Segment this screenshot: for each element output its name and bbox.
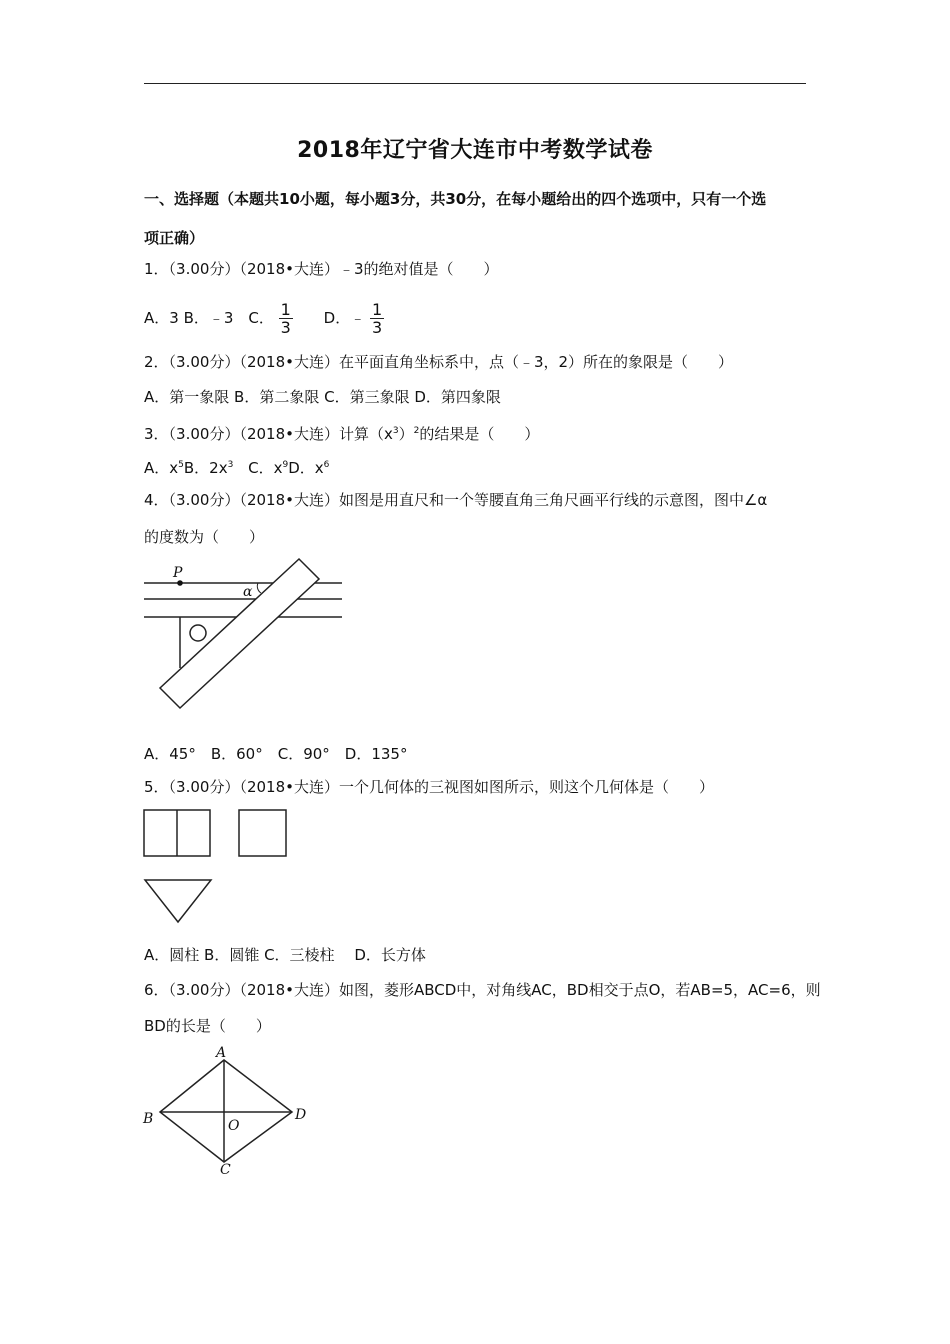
q6-label-d: D (295, 1107, 307, 1123)
q5-side-view (239, 810, 286, 856)
q1-options-ab: A．3 B．﹣3 C． (144, 309, 274, 327)
q1-options (144, 300, 384, 336)
q3-opt-a: A．x (144, 459, 179, 477)
q4-angle-arc (257, 583, 261, 593)
q4-stem-line1: 4．（3.00分）（2018•大连）如图是用直尺和一个等腰直角三角尺画平行线的示意图，图中∠α (144, 491, 768, 509)
q3-opt-b-exp: 3 (227, 460, 234, 470)
q1-c-numerator: 1 (280, 300, 291, 319)
q6-stem-line1: 6．（3.00分）（2018•大连）如图，菱形ABCD中，对角线AC，BD相交于点O，若AB=5，AC=6，则 (144, 981, 821, 999)
q2-options: A．第一象限 B．第二象限 C．第三象限 D．第四象限 (144, 388, 501, 406)
q4-options: A．45° B．60° C．90° D．135° (144, 745, 408, 763)
q5-top-view (145, 880, 211, 922)
q3-stem (144, 421, 539, 444)
q3-stem-exp1: 3 (392, 426, 399, 436)
q2-stem: 2．（3.00分）（2018•大连）在平面直角坐标系中，点（﹣3，2）所在的象限是（ ） (144, 353, 734, 371)
q4-triangle-hole (190, 625, 206, 641)
q4-figure (140, 555, 350, 715)
q3-opt-c: C．x (248, 459, 283, 477)
top-rule (144, 83, 806, 84)
q1-stem: 1．（3.00分）（2018•大连）﹣3的绝对值是（ ） (144, 260, 499, 278)
q3-opt-c-exp: 9 (282, 460, 289, 470)
section-heading-line2: 项正确） (144, 229, 205, 247)
q1-option-d: D．﹣ (323, 309, 366, 327)
q1-d-denominator: 3 (371, 318, 383, 337)
q6-label-o: O (228, 1118, 240, 1134)
q6-rhombus-figure (138, 1042, 318, 1182)
q6-stem-line2: BD的长是（ ） (144, 1017, 271, 1035)
q5-three-views (140, 806, 300, 928)
q3-stem-exp2: 2 (413, 426, 420, 436)
q6-label-b: B (143, 1111, 154, 1127)
q3-opt-d-exp: 6 (323, 460, 330, 470)
q6-label-c: C (220, 1162, 231, 1178)
q4-label-p: P (173, 565, 183, 581)
section-heading-line1: 一、选择题（本题共10小题，每小题3分，共30分，在每小题给出的四个选项中，只有一个选 (144, 190, 767, 208)
q6-label-a: A (216, 1045, 227, 1061)
q3-stem-b: ） (398, 425, 414, 443)
q4-point-p (177, 580, 183, 586)
q1-option-c-fraction (279, 301, 293, 336)
q6-rhombus (160, 1060, 292, 1162)
q5-stem: 5．（3.00分）（2018•大连）一个几何体的三视图如图所示，则这个几何体是（ ） (144, 778, 714, 796)
q4-ruler (160, 559, 319, 708)
q3-options (144, 455, 329, 478)
q3-opt-d: D．x (288, 459, 324, 477)
q1-c-denominator: 3 (280, 318, 291, 337)
q3-opt-a-exp: 5 (178, 460, 184, 470)
q4-label-alpha: α (243, 584, 253, 600)
q4-stem-line2: 的度数为（ ） (144, 528, 265, 546)
q3-stem-c: 的结果是（ ） (419, 425, 540, 443)
q1-d-numerator: 1 (371, 300, 383, 319)
q5-options: A．圆柱 B．圆锥 C．三棱柱 D．长方体 (144, 946, 426, 964)
q1-option-d-fraction (370, 301, 384, 336)
page-title: 2018年辽宁省大连市中考数学试卷 (297, 138, 653, 163)
q3-stem-a: 3．（3.00分）（2018•大连）计算（x (144, 425, 393, 443)
q3-opt-b: B．2x (183, 459, 228, 477)
